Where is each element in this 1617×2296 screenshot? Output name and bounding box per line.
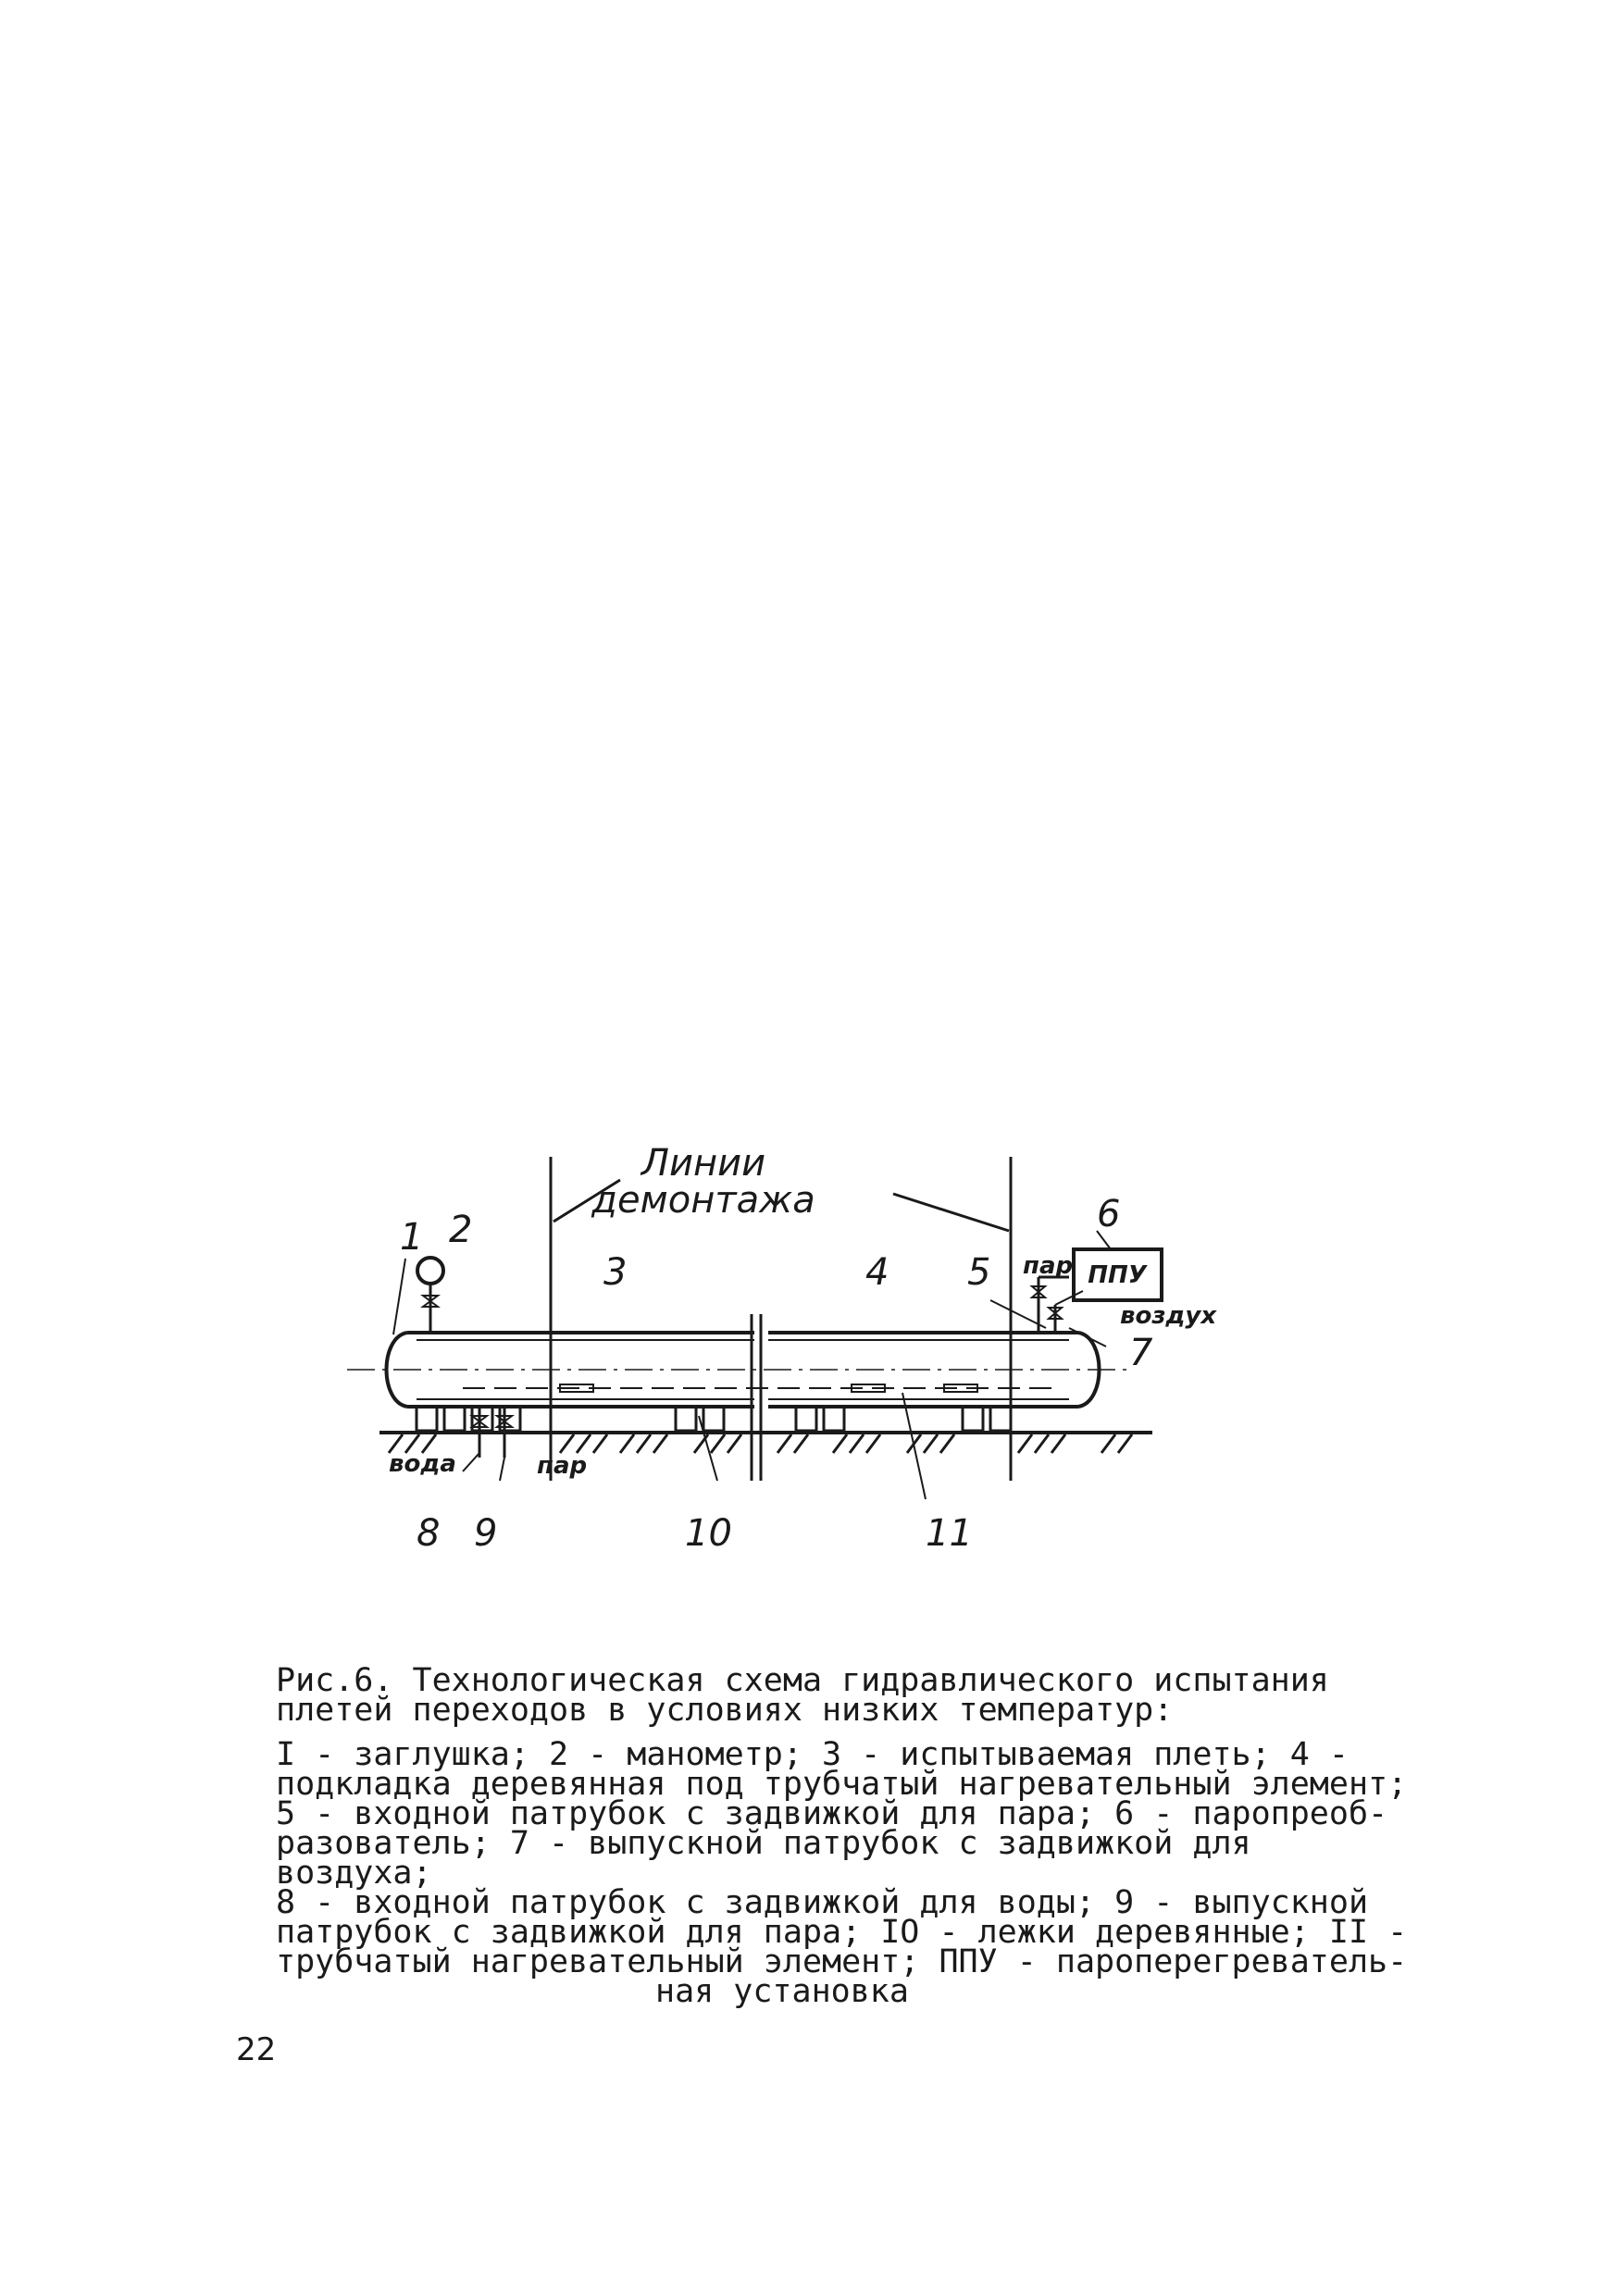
- label-8: 8: [417, 1512, 441, 1555]
- label-9: 9: [474, 1512, 498, 1555]
- label-11: 11: [926, 1512, 973, 1555]
- label-5: 5: [967, 1251, 991, 1294]
- demolition-leader-right: [893, 1194, 1009, 1231]
- label-4: 4: [865, 1251, 889, 1294]
- steam-top-label: пар: [1023, 1252, 1074, 1280]
- ppu-box-label: ППУ: [1088, 1261, 1147, 1289]
- label-10: 10: [685, 1512, 732, 1555]
- label-1: 1: [400, 1216, 424, 1259]
- label-7: 7: [1129, 1332, 1153, 1374]
- water-label: вода: [389, 1450, 456, 1478]
- figure-caption: [276, 1662, 1424, 2010]
- manometer-icon: [417, 1258, 443, 1284]
- air-label: воздух: [1120, 1302, 1217, 1330]
- label-2: 2: [449, 1209, 473, 1251]
- caption-legend-last-line: ная установка: [655, 1973, 909, 2010]
- demolition-lines-label-2: демонтажа: [591, 1179, 815, 1222]
- label-6: 6: [1097, 1193, 1121, 1235]
- label-3: 3: [603, 1251, 628, 1294]
- caption-legend: I - заглушка; 2 - манометр; 3 - испытываемая плеть; 4 - подкладка деревянная под трубчатый нагревательный элемент; 5 - входной патрубок с задвижкой для пара; 6 - паропреоб- разователь; 7 - выпускной патрубок с задвижкой для воздуха; 8 - входной патрубок с задвижкой для воды; 9 - выпускной патрубок с задвижкой для пара; IO - лежки деревянные; II - трубчатый нагревательный элемент; ППУ - пароперегреватель-: [276, 1736, 1408, 1980]
- page-number: 22: [236, 2031, 277, 2068]
- caption-title: Рис.6. Технологическая схема гидравлического испытания плетей переходов в условиях низких температур:: [276, 1662, 1329, 1729]
- diagram-svg: [315, 1138, 1268, 1582]
- pipeline-test-diagram: [315, 1138, 1268, 1582]
- demolition-lines-label-1: Линии: [641, 1142, 766, 1185]
- steam-bottom-label: пар: [537, 1452, 588, 1480]
